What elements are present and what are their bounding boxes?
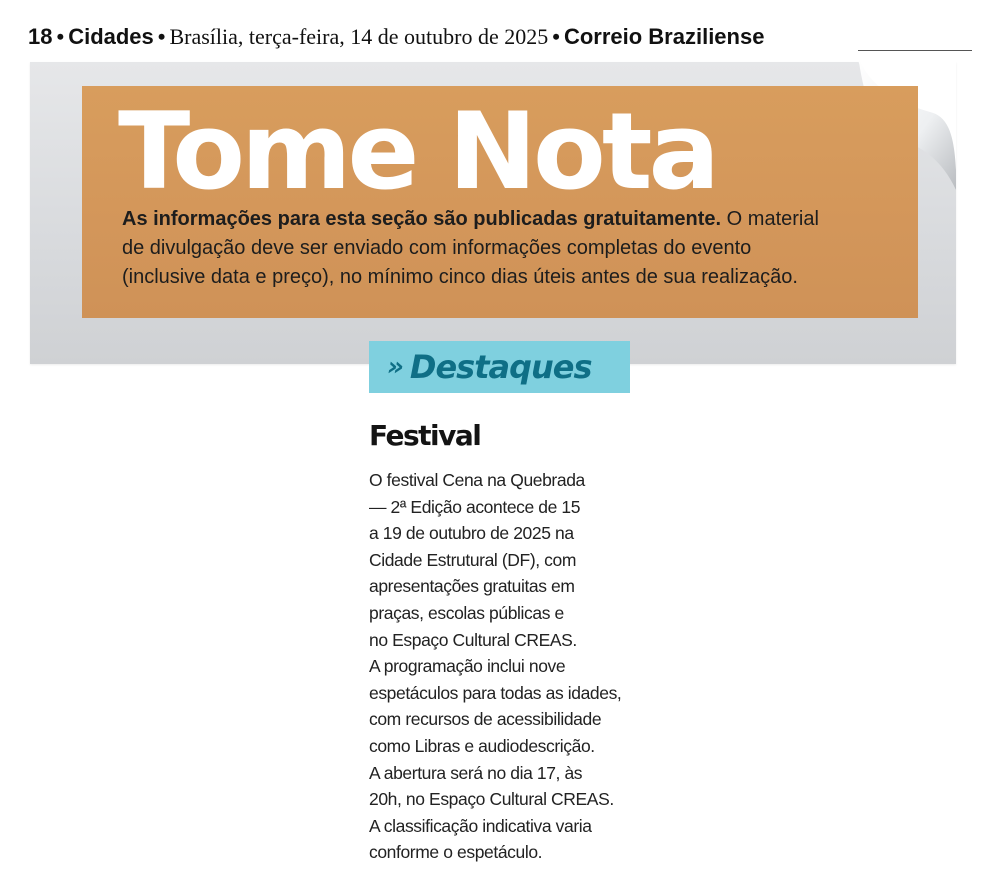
article-line: conforme o espetáculo. <box>369 842 543 863</box>
box-title: Tome Nota <box>118 90 717 213</box>
article-line: com recursos de acessibilidade <box>369 709 602 730</box>
destaques-label: Destaques <box>409 348 592 386</box>
article-line: no Espaço Cultural CREAS. <box>369 629 577 650</box>
dateline: Brasília, terça-feira, 14 de outubro de 2025 <box>169 24 549 49</box>
article-line: O festival Cena na Quebrada <box>369 470 585 490</box>
intro-line: (inclusive data e preço), no mínimo cinco dias úteis antes de sua realização. <box>122 266 798 288</box>
header-separator: • <box>552 24 560 49</box>
article-body <box>369 467 639 866</box>
destaques-tag <box>369 341 630 393</box>
page-header <box>28 22 808 52</box>
article-line: praças, escolas públicas e <box>369 602 564 623</box>
article-line: A programação inclui nove <box>369 656 566 677</box>
article-line: apresentações gratuitas em <box>369 576 575 597</box>
box-intro <box>122 205 822 292</box>
page-number: 18 <box>28 24 53 49</box>
publication-name: Correio Braziliense <box>563 24 765 49</box>
header-separator: • <box>56 24 65 49</box>
article-line: espetáculos para todas as idades, <box>369 682 622 703</box>
intro-bold-sentence: As informações para esta seção são publicadas gratuitamente. <box>122 208 722 230</box>
article-line: A abertura será no dia 17, às <box>369 762 583 783</box>
article-line: A classificação indicativa varia <box>369 815 592 836</box>
section-name: Cidades <box>68 24 154 49</box>
article-title: Festival <box>369 419 481 452</box>
header-separator: • <box>157 24 166 49</box>
article-line: como Libras e audiodescrição. <box>369 735 595 756</box>
article-line: — 2ª Edição acontece de 15 <box>369 496 581 517</box>
article-line: a 19 de outubro de 2025 na <box>369 523 574 544</box>
intro-line: de divulgação deve ser enviado com informações completas do evento <box>122 237 752 259</box>
intro-line: O material <box>721 208 819 230</box>
article-line: Cidade Estrutural (DF), com <box>369 549 577 570</box>
double-chevron-icon: » <box>387 352 404 382</box>
article-line: 20h, no Espaço Cultural CREAS. <box>369 789 614 810</box>
